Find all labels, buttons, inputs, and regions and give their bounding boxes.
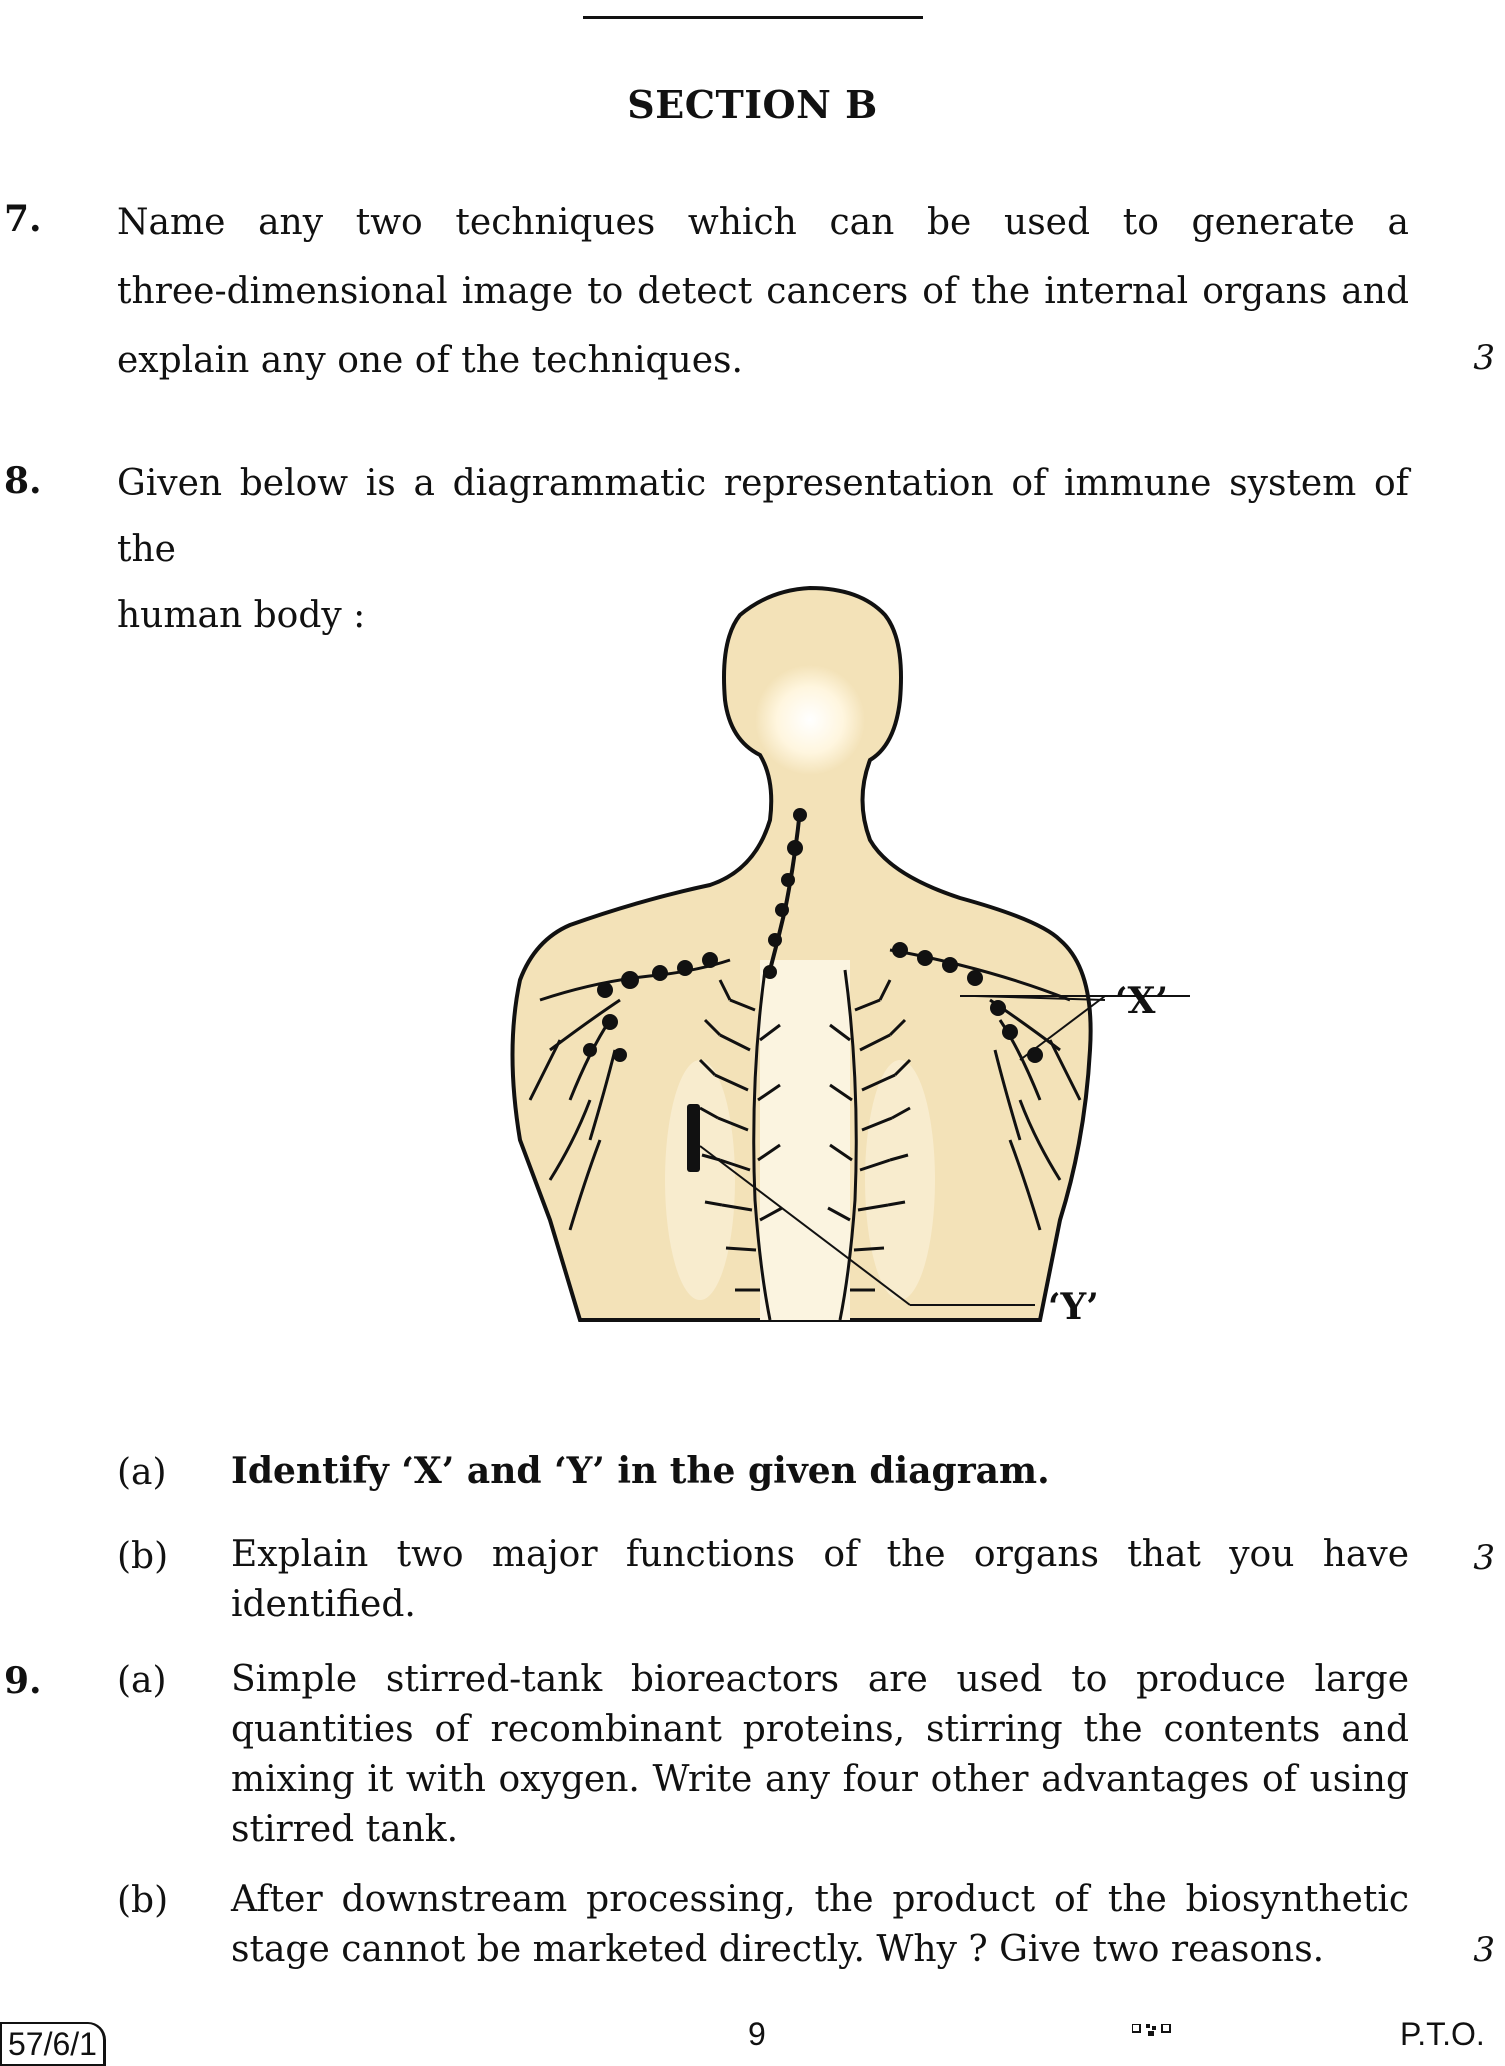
question-9a-text: Simple stirred-tank bioreactors are used to produce large quantities of recombinant proteins, stirring the contents and mixing it with oxygen. Write any four other advantages of using stirred tank. [231, 1659, 1409, 1850]
question-8-number: 8. [4, 460, 42, 502]
question-7-number: 7. [4, 198, 42, 240]
question-9b-text: After downstream processing, the product of the biosynthetic stage cannot be marketed directly. Why ? Give two reasons. [231, 1879, 1409, 1970]
question-9a-label: (a) [117, 1660, 167, 1701]
question-8a-label: (a) [117, 1452, 167, 1493]
page-number: 9 [748, 2016, 766, 2052]
question-8-line-1: Given below is a diagrammatic representation of immune system of the [117, 463, 1409, 570]
label-y: ‘Y’ [1048, 1286, 1099, 1328]
question-9b-label: (b) [117, 1880, 169, 1921]
question-9-number: 9. [4, 1660, 42, 1702]
question-8b-label: (b) [117, 1536, 169, 1577]
question-8-line-2: human body : [117, 595, 366, 636]
immune-system-diagram [400, 580, 1190, 1340]
question-8a-text: Identify ‘X’ and ‘Y’ in the given diagram. [231, 1450, 1050, 1492]
question-7-text [117, 188, 1409, 395]
please-turn-over: P.T.O. [1400, 2016, 1485, 2052]
question-9-marks: 3 [1473, 1930, 1495, 1970]
head-glow [755, 665, 865, 775]
question-7-marks: 3 [1473, 338, 1495, 378]
question-8-marks: 3 [1473, 1538, 1495, 1578]
thymus-organ [687, 1104, 700, 1172]
question-8b-text: Explain two major functions of the organs that you have identified. [231, 1534, 1409, 1625]
label-x: ‘X’ [1115, 980, 1168, 1022]
question-7-line-3: explain any one of the techniques. [117, 340, 743, 381]
section-title: SECTION B [627, 82, 878, 127]
top-rule [583, 16, 923, 19]
question-7-line-2: three-dimensional image to detect cancers of the internal organs and [117, 271, 1409, 312]
body-illustration [400, 580, 1190, 1340]
question-7-line-1: Name any two techniques which can be used to generate a [117, 202, 1409, 243]
paper-code: 57/6/1 [0, 2022, 106, 2066]
qr-code-icon [1132, 2024, 1172, 2036]
